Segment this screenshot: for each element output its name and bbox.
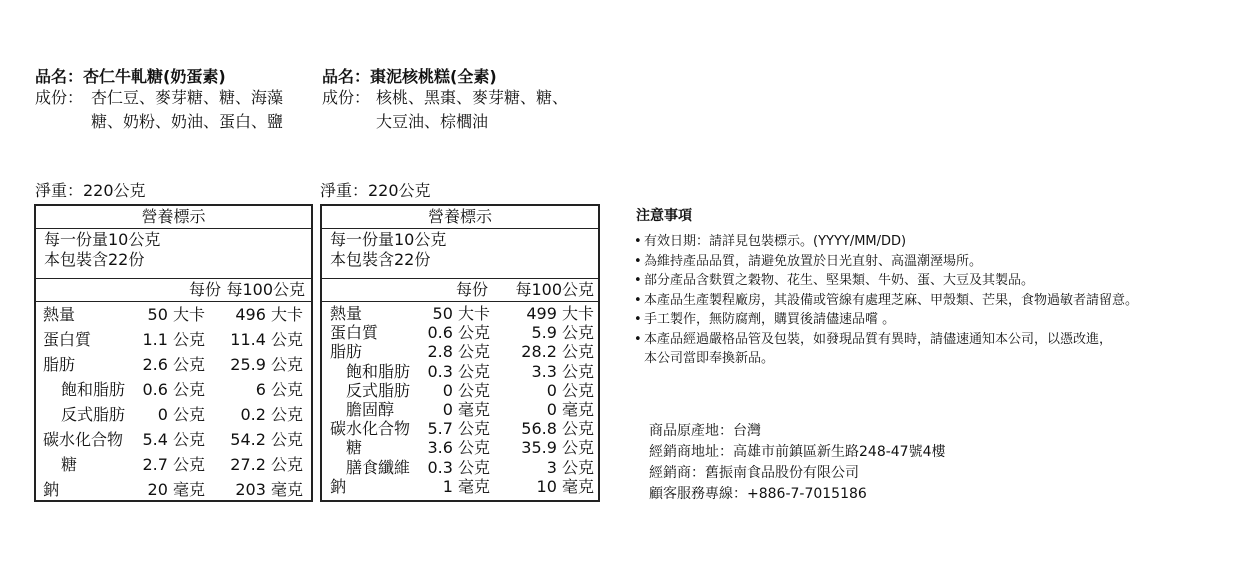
nutrient-name: 糖	[346, 438, 363, 458]
notes-list	[634, 232, 1224, 382]
product-origin: 商品原產地：台灣	[649, 423, 761, 439]
col-per-100g: 每100公克	[226, 280, 305, 299]
customer-hotline: 顧客服務專線：+886-7-7015186	[649, 486, 867, 502]
nutrient-per-serving: 0.3 公克	[427, 361, 490, 381]
nutrient-per-serving: 2.7 公克	[142, 455, 205, 474]
nutrient-name: 反式脂肪	[61, 405, 126, 424]
product1-ingredients-line2: 糖、奶粉、奶油、蛋白、鹽	[91, 112, 284, 131]
product1-net-weight: 淨重：220公克	[35, 181, 146, 200]
nutrient-per-100g: 203 毫克	[235, 480, 303, 499]
nutrient-per-serving: 50 大卡	[432, 304, 490, 323]
distributor-address: 經銷商地址：高雄市前鎮區新生路248-47號4樓	[649, 444, 946, 460]
note-text: 部分產品含麩質之穀物、花生、堅果類、牛奶、蛋、大豆及其製品。	[644, 273, 1035, 288]
nutrient-per-serving: 1 毫克	[442, 476, 490, 496]
servings-per-pack: 本包裝含22份	[44, 250, 145, 269]
note-text: 本產品生產製程廠房，其設備或管線有處理芝麻、甲殼類、芒果，食物過敏者請留意。	[644, 292, 1139, 308]
nutrient-row	[36, 477, 311, 502]
nutrient-name: 反式脂肪	[346, 380, 411, 400]
bullet-icon: •	[634, 253, 642, 269]
col-per-serving: 每份	[455, 280, 488, 299]
nutrient-per-serving: 50 大卡	[147, 305, 205, 324]
nutrient-row	[322, 323, 598, 342]
notes-title: 注意事項	[636, 208, 692, 224]
nutrient-row	[322, 362, 598, 381]
product2-name: 棗泥核桃糕(全素)	[370, 67, 497, 86]
nutrient-per-100g: 35.9 公克	[521, 438, 594, 458]
nutrient-per-100g: 28.2 公克	[521, 342, 594, 362]
nutrient-row	[322, 458, 598, 477]
nutrition-table-2-serving	[330, 230, 446, 270]
nutrient-name: 飽和脂肪	[61, 380, 126, 399]
nutrient-name: 熱量	[330, 304, 363, 323]
nutrient-per-100g: 496 大卡	[235, 305, 303, 324]
nutrient-row	[36, 352, 311, 377]
servings-per-pack: 本包裝含22份	[330, 250, 431, 269]
bullet-icon: •	[634, 273, 642, 288]
nutrient-row	[322, 381, 598, 400]
nutrient-per-serving: 0.6 公克	[427, 323, 490, 343]
nutrient-per-serving: 0 公克	[157, 405, 205, 424]
nutrient-row	[322, 304, 598, 323]
bullet-icon: •	[634, 331, 642, 347]
nutrient-row	[36, 452, 311, 477]
nutrient-name: 脂肪	[330, 342, 363, 362]
nutrient-per-100g: 5.9 公克	[531, 323, 594, 343]
nutrition-table-1-header	[36, 278, 311, 302]
nutrient-row	[36, 327, 311, 352]
distributor-name: 經銷商：舊振南食品股份有限公司	[649, 465, 859, 481]
note-text: 有效日期：請詳見包裝標示。(YYYY/MM/DD)	[644, 234, 907, 249]
nutrient-per-serving: 2.6 公克	[142, 355, 205, 374]
nutrient-per-100g: 10 毫克	[536, 476, 594, 496]
nutrient-per-serving: 0 毫克	[442, 400, 490, 419]
product2-name-label: 品名：	[322, 67, 371, 86]
company-info	[649, 421, 946, 505]
nutrient-row	[322, 477, 598, 496]
nutrient-name: 鈉	[330, 476, 347, 496]
product1-name-label: 品名：	[35, 67, 84, 86]
nutrient-per-100g: 0 公克	[546, 380, 594, 400]
nutrient-per-serving: 3.6 公克	[427, 438, 490, 458]
nutrient-per-100g: 11.4 公克	[230, 330, 303, 349]
nutrient-per-serving: 0.3 公克	[427, 457, 490, 477]
product1-name: 杏仁牛軋糖(奶蛋素)	[83, 67, 226, 86]
nutrient-per-100g: 3.3 公克	[531, 361, 594, 381]
nutrient-row	[322, 438, 598, 457]
note-text: 為維持產品品質，請避免放置於日光直射、高溫潮溼場所。	[644, 253, 983, 269]
nutrient-per-100g: 25.9 公克	[230, 355, 303, 374]
product1-ingredients	[35, 86, 320, 136]
nutrient-name: 碳水化合物	[43, 430, 124, 449]
nutrition-table-1-serving	[44, 230, 160, 270]
product2-ingredients	[322, 86, 607, 136]
nutrient-per-serving: 20 毫克	[147, 480, 205, 499]
note-text: 手工製作，無防腐劑，購買後請儘速品嚐 。	[644, 312, 896, 327]
nutrition-table-2-header	[322, 278, 598, 302]
product1-name-line	[35, 64, 226, 87]
nutrient-row	[36, 377, 311, 402]
nutrient-name: 蛋白質	[330, 323, 379, 343]
nutrient-name: 熱量	[43, 305, 76, 324]
product2-net-weight: 淨重：220公克	[320, 181, 431, 200]
product2-ingredients-label: 成份：	[322, 88, 371, 107]
nutrient-name: 蛋白質	[43, 330, 92, 349]
bullet-icon: •	[634, 234, 642, 249]
nutrition-table-1	[34, 204, 313, 502]
nutrient-per-100g: 0 毫克	[546, 400, 594, 419]
nutrient-per-serving: 5.4 公克	[142, 430, 205, 449]
nutrient-name: 膳食纖維	[346, 457, 411, 477]
nutrient-per-100g: 56.8 公克	[521, 419, 594, 439]
nutrition-table-1-title: 營養標示	[36, 206, 311, 229]
nutrient-per-100g: 0.2 公克	[240, 405, 303, 424]
serving-size: 每一份量10公克	[44, 230, 161, 249]
nutrient-row	[36, 427, 311, 452]
nutrient-per-100g: 54.2 公克	[230, 430, 303, 449]
note-text: 本產品經過嚴格品管及包裝，如發現品質有異時，請儘速通知本公司，以憑改進，	[644, 331, 1113, 347]
nutrition-table-2-title: 營養標示	[322, 206, 598, 229]
product2-ingredients-line2: 大豆油、棕櫚油	[376, 112, 489, 131]
product2-name-line	[322, 64, 497, 87]
nutrition-table-2	[320, 204, 600, 502]
nutrient-name: 碳水化合物	[330, 419, 411, 439]
nutrient-per-serving: 2.8 公克	[427, 342, 490, 362]
nutrient-name: 膽固醇	[346, 400, 395, 419]
note-item-continuation: 本公司當即奉換新品。	[644, 351, 775, 366]
nutrient-row	[322, 419, 598, 438]
product1-ingredients-line1: 杏仁豆、麥芽糖、糖、海藻	[91, 88, 284, 107]
nutrient-per-100g: 499 大卡	[526, 304, 594, 323]
col-per-serving: 每份	[188, 280, 221, 299]
nutrient-row	[36, 402, 311, 427]
nutrient-per-100g: 3 公克	[546, 457, 594, 477]
nutrient-per-serving: 0.6 公克	[142, 380, 205, 399]
nutrient-name: 脂肪	[43, 355, 76, 374]
nutrient-per-100g: 27.2 公克	[230, 455, 303, 474]
nutrient-name: 鈉	[43, 480, 60, 499]
nutrient-row	[36, 302, 311, 327]
nutrient-name: 飽和脂肪	[346, 361, 411, 381]
nutrient-row	[322, 400, 598, 419]
nutrient-per-serving: 5.7 公克	[427, 419, 490, 439]
serving-size: 每一份量10公克	[330, 230, 447, 249]
nutrient-name: 糖	[61, 455, 78, 474]
nutrient-row	[322, 342, 598, 361]
product2-ingredients-line1: 核桃、黑棗、麥芽糖、糖、	[376, 88, 569, 107]
nutrient-per-100g: 6 公克	[255, 380, 303, 399]
bullet-icon: •	[634, 292, 642, 308]
col-per-100g: 每100公克	[515, 280, 594, 299]
bullet-icon: •	[634, 312, 642, 327]
nutrient-per-serving: 0 公克	[442, 380, 490, 400]
product1-ingredients-label: 成份：	[35, 88, 84, 107]
nutrient-per-serving: 1.1 公克	[142, 330, 205, 349]
